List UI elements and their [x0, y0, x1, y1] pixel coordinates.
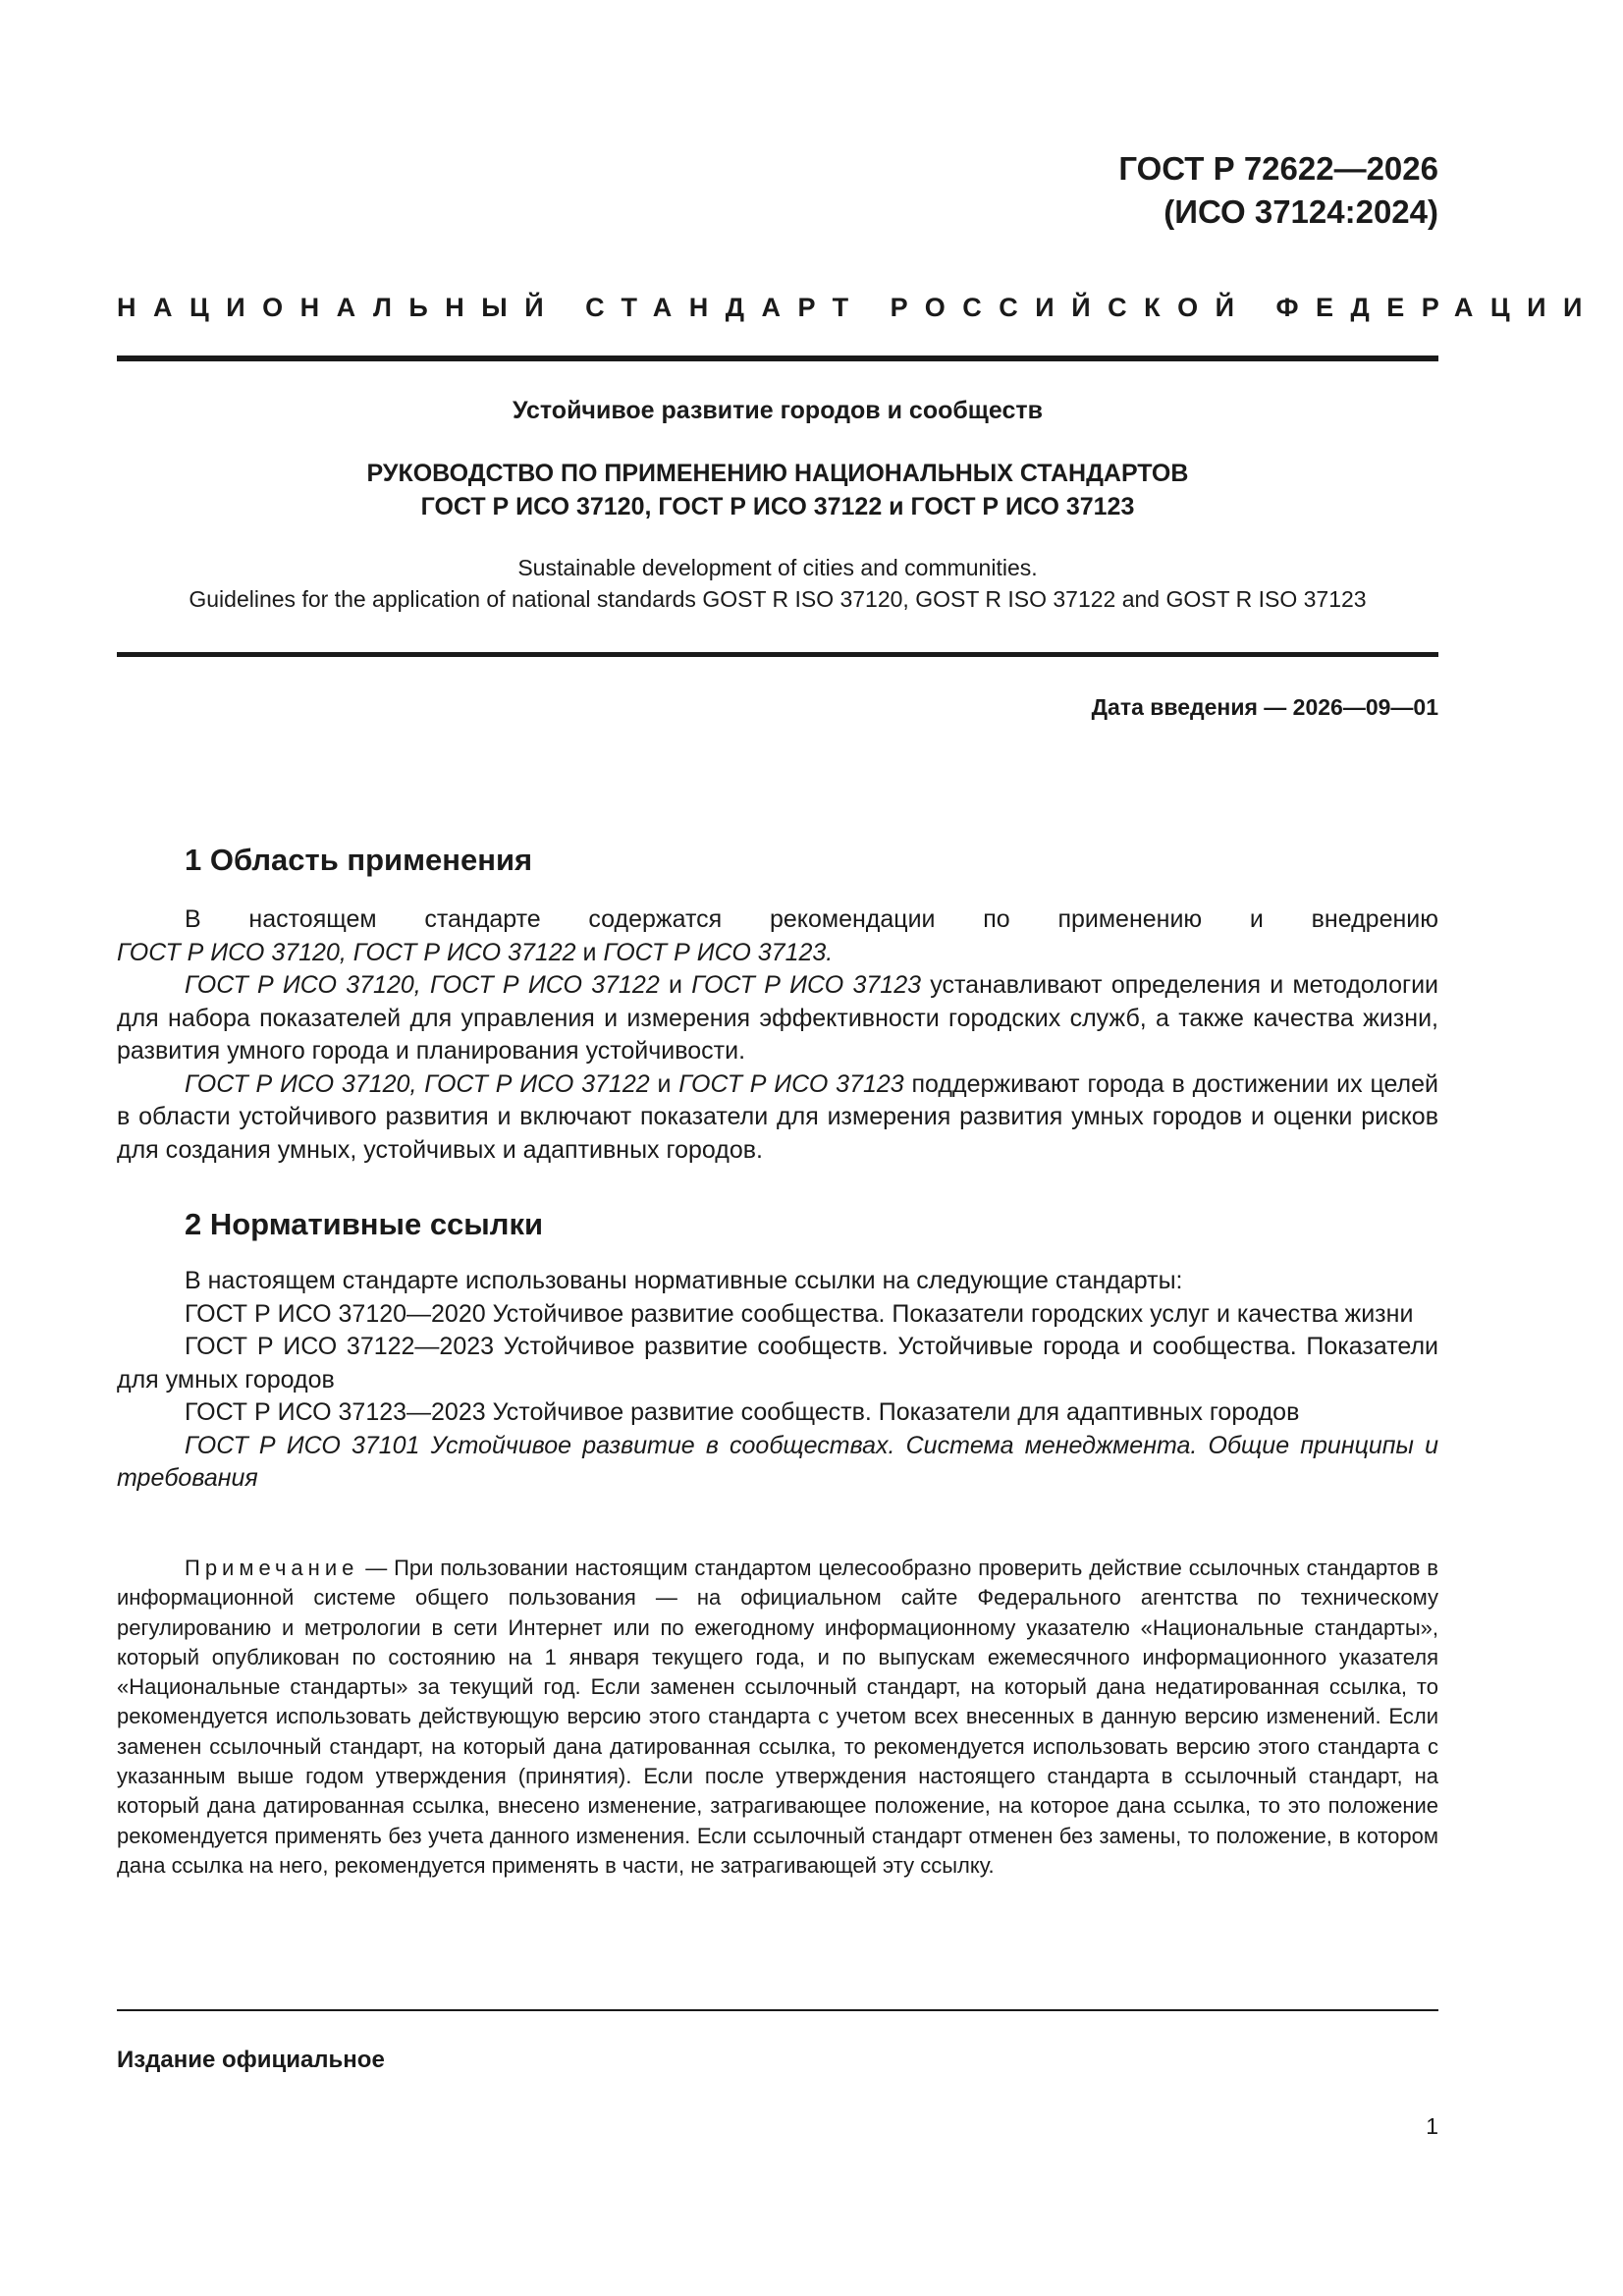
conjunction: и	[659, 971, 692, 999]
standard-ref: ГОСТ Р ИСО 37123	[691, 971, 922, 999]
standard-designation	[1118, 147, 1438, 234]
standard-ref: ГОСТ Р ИСО 37123.	[603, 938, 834, 966]
paragraph-text: устанавливают определения и методологии для набора показателей для управления и измерения эффективности городских служб, а также качества жизни, развития умного города и планирования устойчивости.	[117, 971, 1439, 1065]
document-title-ru	[117, 457, 1438, 523]
standard-ref: ГОСТ Р ИСО 37120, ГОСТ Р ИСО 37122	[117, 938, 576, 966]
footer-divider	[117, 2009, 1438, 2011]
note-label: Примечание	[185, 1556, 359, 1580]
reference-item: ГОСТ Р ИСО 37120—2020 Устойчивое развитие сообщества. Показатели городских услуг и качества жизни	[185, 1299, 1414, 1328]
introduction-date: Дата введения — 2026—09—01	[1091, 694, 1438, 720]
paragraph-refs	[117, 937, 1438, 970]
standard-ref: ГОСТ Р ИСО 37123	[678, 1069, 904, 1098]
standard-ref: ГОСТ Р ИСО 37120, ГОСТ Р ИСО 37122	[185, 1069, 650, 1098]
document-title-en	[117, 552, 1438, 615]
title-ru-line: РУКОВОДСТВО ПО ПРИМЕНЕНИЮ НАЦИОНАЛЬНЫХ СТАНДАРТОВ	[366, 460, 1189, 487]
conjunction: и	[575, 938, 604, 966]
note-paragraph	[117, 1554, 1438, 1881]
page-number: 1	[1426, 2113, 1438, 2139]
title-en-line: Sustainable development of cities and communities.	[517, 555, 1038, 580]
national-standard-title: НАЦИОНАЛЬНЫЙ СТАНДАРТ РОССИЙСКОЙ ФЕДЕРАЦИИ	[117, 293, 1599, 322]
designation-iso: (ИСО 37124:2024)	[1163, 193, 1438, 230]
designation-number: ГОСТ Р 72622—2026	[1118, 150, 1438, 187]
normative-refs-body	[117, 1265, 1438, 1496]
scope-section-body	[117, 903, 1438, 1167]
edition-label: Издание официальное	[117, 2047, 385, 2073]
paragraph	[117, 1068, 1438, 1168]
title-ru-line: ГОСТ Р ИСО 37120, ГОСТ Р ИСО 37122 и ГОСТ Р ИСО 37123	[420, 493, 1135, 520]
document-subject: Устойчивое развитие городов и сообществ	[513, 397, 1043, 424]
divider-top	[117, 355, 1438, 361]
paragraph-text: поддерживают города в достижении их целей в области устойчивого развития и включают показатели для измерения развития умных городов и оценки рисков для создания умных, устойчивых и адаптивных городов.	[117, 1069, 1439, 1164]
document-page	[117, 0, 1599, 2296]
standard-ref: ГОСТ Р ИСО 37120, ГОСТ Р ИСО 37122	[185, 971, 660, 999]
section-heading-scope: 1 Область применения	[185, 843, 533, 877]
conjunction: и	[649, 1069, 679, 1098]
reference-item: ГОСТ Р ИСО 37122—2023 Устойчивое развитие сообществ. Устойчивые города и сообщества. Показатели для умных городов	[117, 1333, 1438, 1394]
note	[117, 1554, 1438, 1881]
note-body: — При пользовании настоящим стандартом целесообразно проверить действие ссылочных стандартов в информационной системе общего пользования — на официальном сайте Федерального агентства по техническому регулированию и метрологии в сети Интернет или по ежегодному информационному указателю «Национальные стандарты», который опубликован по состоянию на 1 января текущего года, и по выпускам ежемесячного информационного указателя «Национальные стандарты» за текущий год. Если заменен ссылочный стандарт, на который дана недатированная ссылка, то рекомендуется использовать действующую версию этого стандарта с учетом всех внесенных в данную версию изменений. Если заменен ссылочный стандарт, на который дана датированная ссылка, то рекомендуется использовать версию этого стандарта с указанным выше годом утверждения (принятия). Если после утверждения настоящего стандарта в ссылочный стандарт, на который дана датированная ссылка, внесено изменение, затрагивающее положение, на которое дана ссылка, то это положение рекомендуется применять без учета данного изменения. Если ссылочный стандарт отменен без замены, то положение, в котором дана ссылка на него, рекомендуется применять в части, не затрагивающей эту ссылку.	[117, 1556, 1438, 1878]
paragraph	[117, 969, 1438, 1068]
paragraph	[117, 903, 1438, 969]
section-heading-normative-refs: 2 Нормативные ссылки	[185, 1207, 544, 1241]
divider-title	[117, 652, 1438, 657]
reference-item: ГОСТ Р ИСО 37123—2023 Устойчивое развитие сообществ. Показатели для адаптивных городов	[185, 1398, 1300, 1426]
paragraph: В настоящем стандарте использованы нормативные ссылки на следующие стандарты:	[185, 1267, 1183, 1294]
reference-item: ГОСТ Р ИСО 37101 Устойчивое развитие в сообществах. Система менеджмента. Общие принципы и требования	[117, 1431, 1438, 1492]
paragraph-text: В настоящем стандарте содержатся рекомендации по применению и внедрению	[185, 905, 1438, 933]
title-en-line: Guidelines for the application of national standards GOST R ISO 37120, GOST R ISO 37122 and GOST R ISO 37123	[189, 586, 1367, 612]
